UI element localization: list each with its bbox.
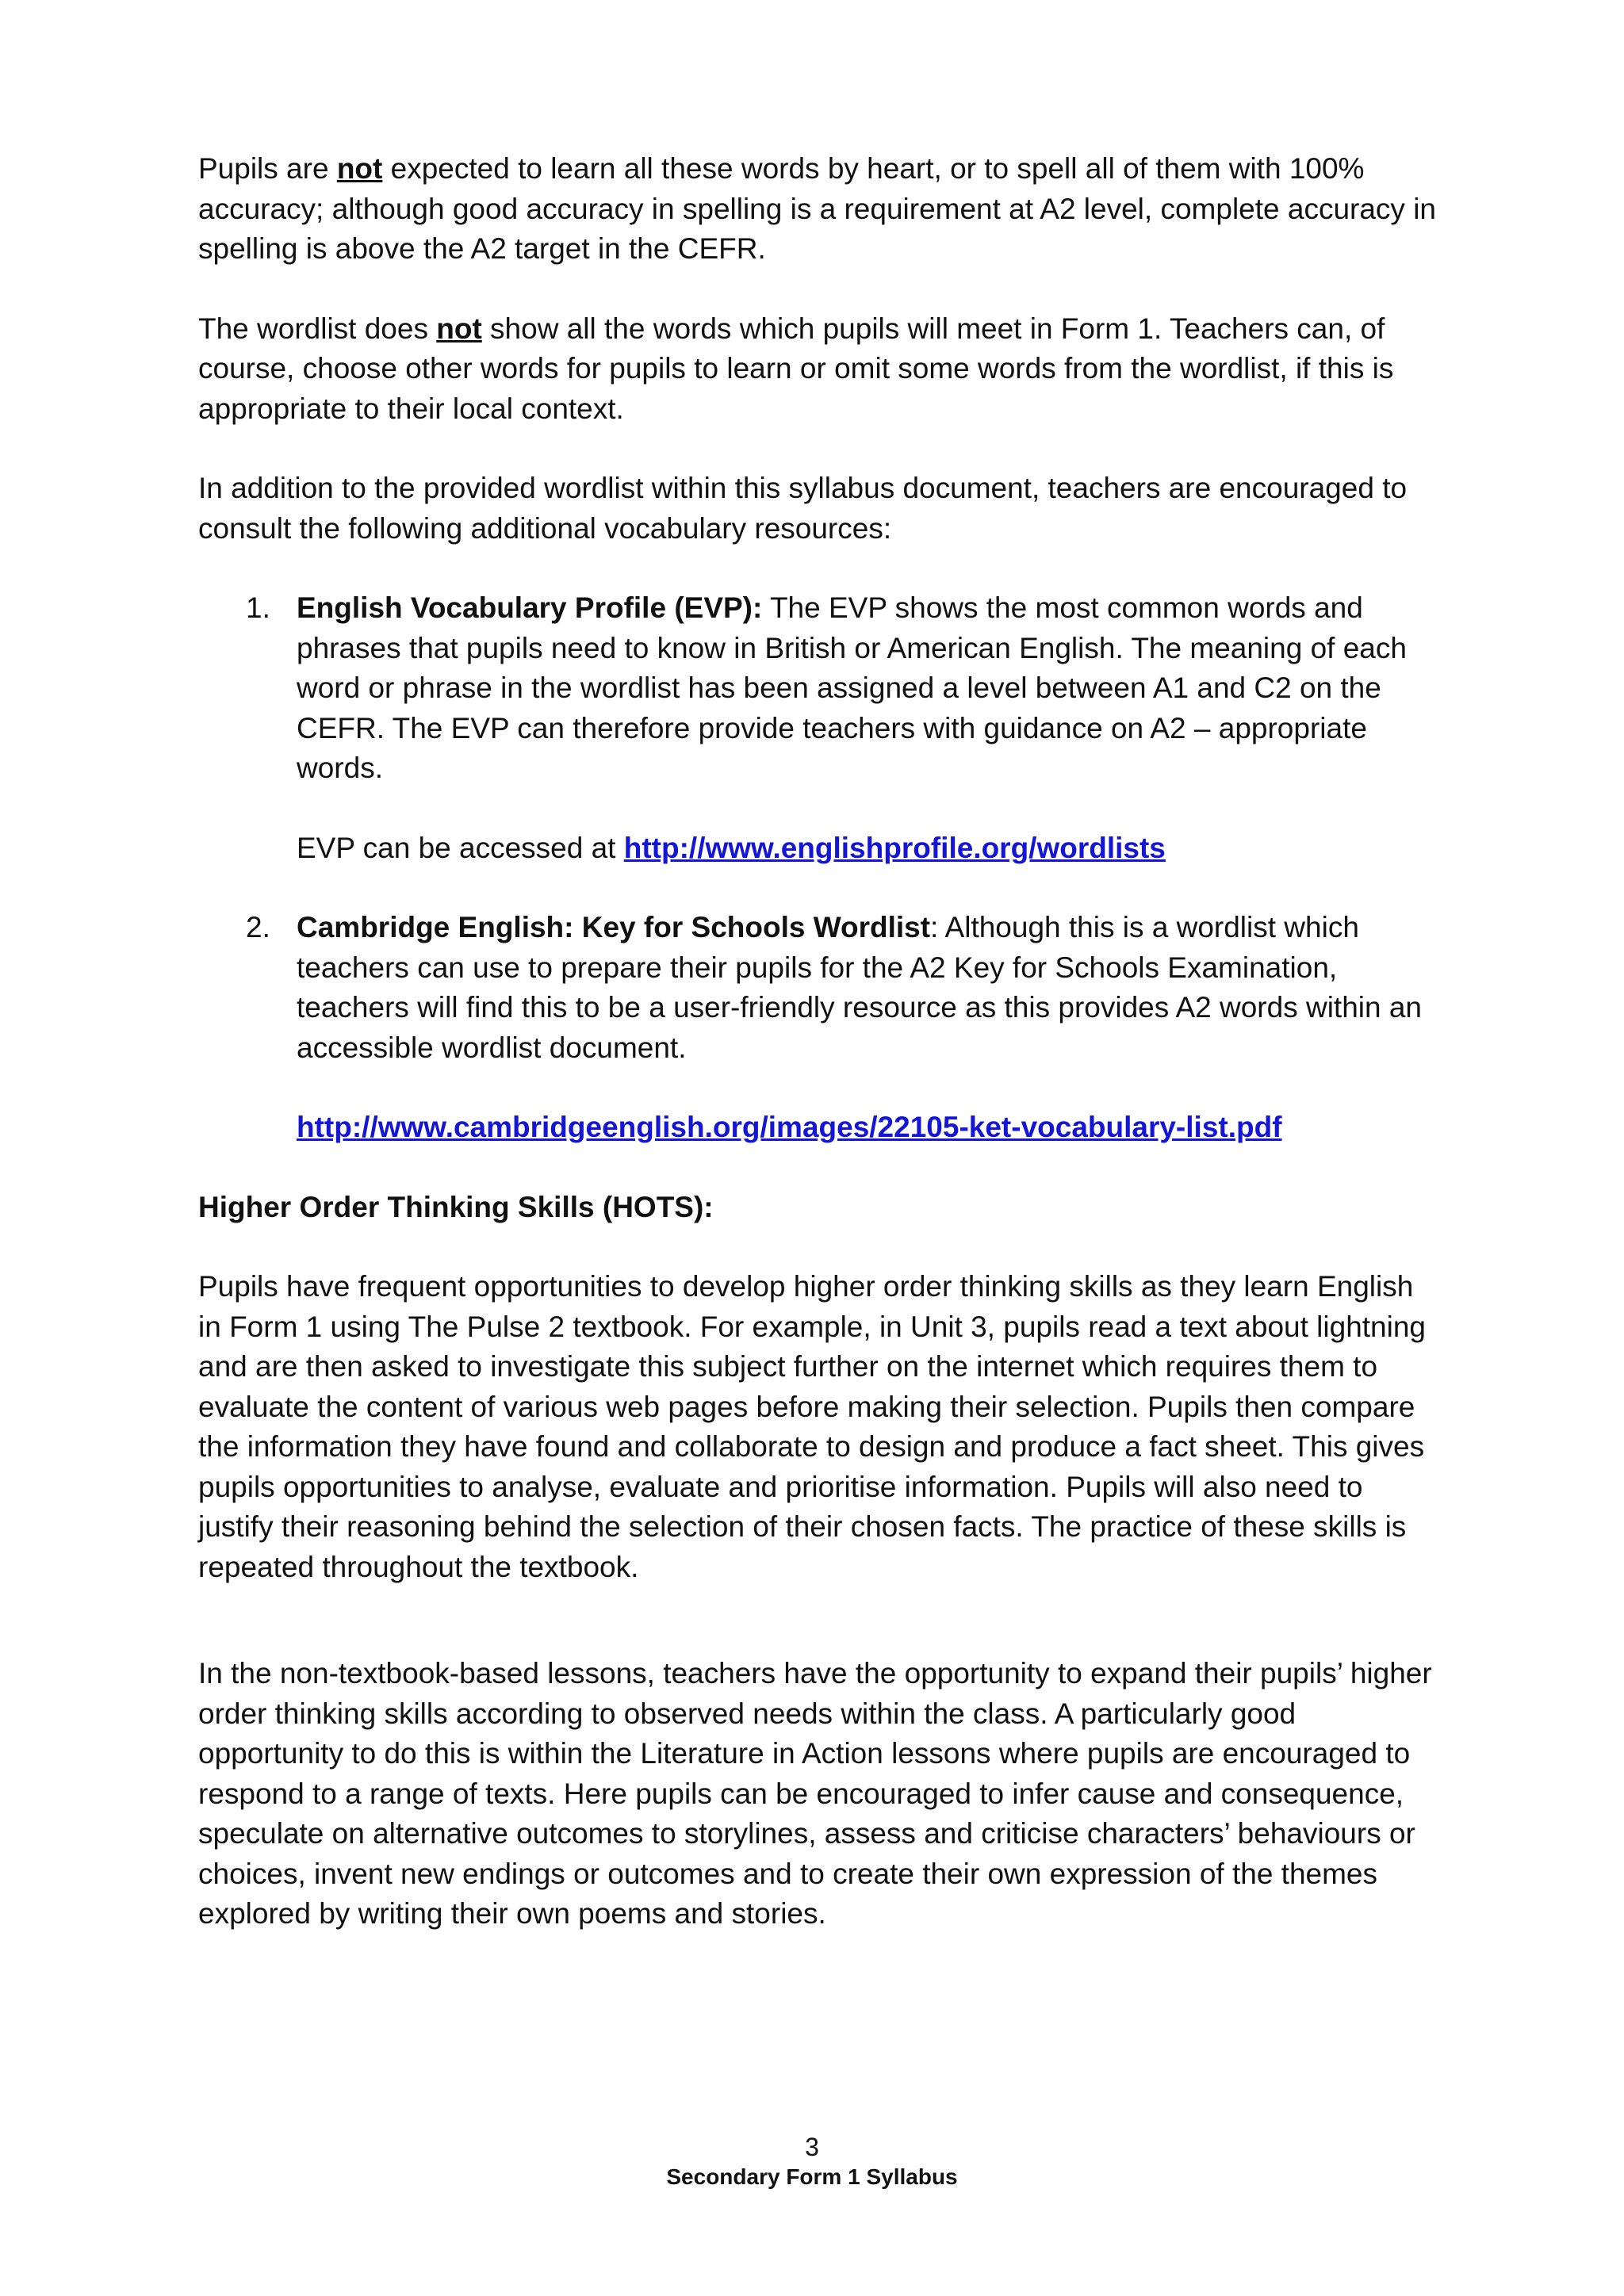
- resource-item-evp: [198, 588, 1443, 908]
- text-span: expected to learn all these words by heart, or to spell all of them with 100% accuracy; although good accuracy in spelling is a requirement at A2 level, complete accuracy in spelling is above the A2 target in the CEFR.: [198, 152, 1437, 265]
- evp-link[interactable]: http://www.englishprofile.org/wordlists: [623, 831, 1166, 864]
- resource-title: English Vocabulary Profile (EVP):: [297, 591, 763, 624]
- hots-paragraph-non-textbook: In the non-textbook-based lessons, teachers have the opportunity to expand their pupils’ higher order thinking skills according to observed needs within the class. A particularly good opportunity to do this is within the Literature in Action lessons where pupils are encouraged to respond to a range of texts. Here pupils can be encouraged to infer cause and consequence, speculate on alternative outcomes to storylines, assess and criticise characters’ behaviours or choices, invent new endings or outcomes and to create their own expression of the themes explored by writing their own poems and stories.: [198, 1657, 1432, 1930]
- footer-title: Secondary Form 1 Syllabus: [666, 2164, 958, 2189]
- resource-text: : Although this is a wordlist which teachers can use to prepare their pupils for the A2 Key for Schools Examination, teachers will find this to be a user-friendly resource as this provides A2 words within an accessible wordlist document.: [297, 911, 1423, 1064]
- list-number: 2.: [246, 911, 270, 943]
- intro-paragraph-spelling: [198, 149, 1443, 270]
- hots-paragraph-textbook: Pupils have frequent opportunities to develop higher order thinking skills as they learn English in Form 1 using The Pulse 2 textbook. For example, in Unit 3, pupils read a text about lightning and are then asked to investigate this subject further on the internet which requires them to evaluate the content of various web pages before making their selection. Pupils then compare the information they have found and collaborate to design and produce a fact sheet. This gives pupils opportunities to analyse, evaluate and prioritise information. Pupils will also need to justify their reasoning behind the selection of their chosen facts. The practice of these skills is repeated throughout the textbook.: [198, 1270, 1427, 1583]
- page-number: 3: [805, 2133, 819, 2161]
- list-number: 1.: [246, 591, 270, 624]
- access-text: EVP can be accessed at: [297, 831, 624, 864]
- resource-item-ket: [198, 908, 1443, 1148]
- resource-title: Cambridge English: Key for Schools Wordlist: [297, 911, 931, 943]
- resource-link-line: [297, 1108, 1443, 1148]
- ket-vocabulary-link[interactable]: http://www.cambridgeenglish.org/images/22105-ket-vocabulary-list.pdf: [297, 1111, 1282, 1143]
- text-span: show all the words which pupils will meet in Form 1. Teachers can, of course, choose other words for pupils to learn or omit some words from the wordlist, if this is appropriate to their local context.: [198, 312, 1394, 425]
- section-heading-hots: Higher Order Thinking Skills (HOTS):: [198, 1190, 714, 1223]
- resource-list: [198, 588, 1443, 1148]
- intro-paragraph-wordlist: [198, 309, 1443, 430]
- resource-text: The EVP shows the most common words and phrases that pupils need to know in British or American English. The meaning of each word or phrase in the wordlist has been assigned a level between A1 and C2 on the CEFR. The EVP can therefore provide teachers with guidance on A2 – appropriate words.: [297, 591, 1407, 784]
- text-span: Pupils are: [198, 152, 337, 185]
- emphasis-not: not: [436, 312, 482, 345]
- emphasis-not: not: [336, 152, 383, 185]
- resource-access-line: [297, 828, 1443, 869]
- resource-description: [297, 588, 1443, 789]
- document-body: [198, 149, 1443, 1934]
- text-span: The wordlist does: [198, 312, 437, 345]
- resource-description: [297, 908, 1443, 1068]
- intro-paragraph-resources: In addition to the provided wordlist within this syllabus document, teachers are encouraged to consult the following additional vocabulary resources:: [198, 472, 1408, 545]
